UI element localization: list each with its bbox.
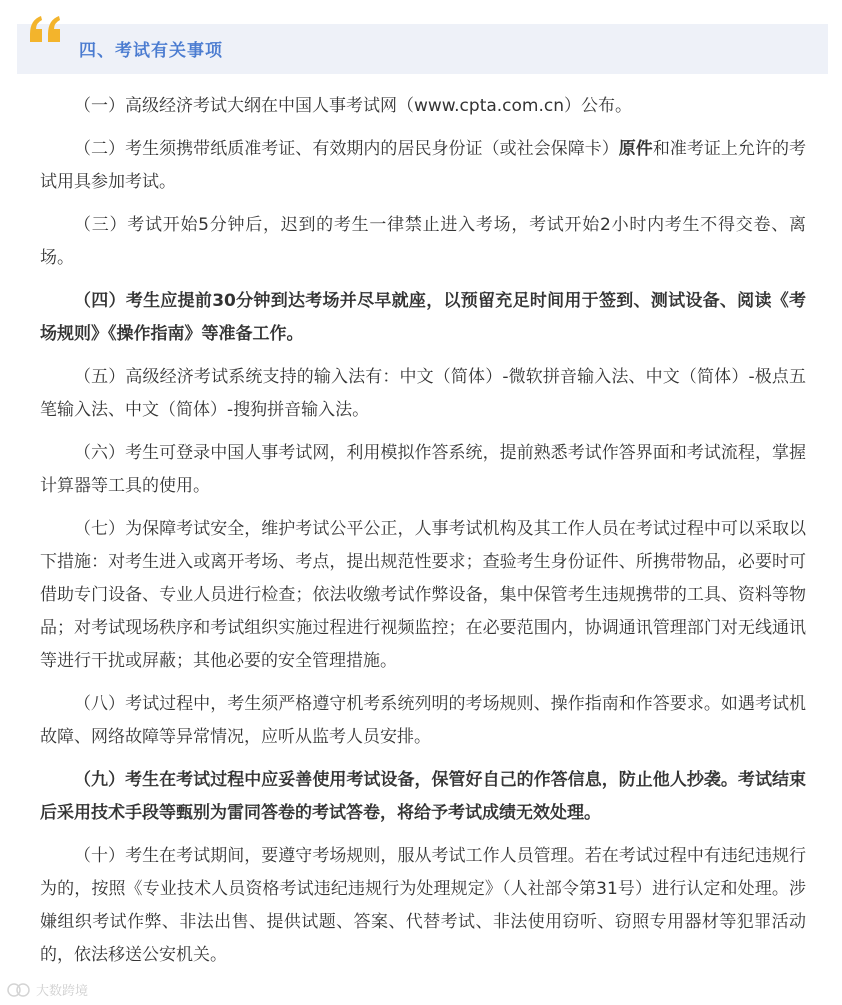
paragraph-2-after: 和准考证上允许的考试用具参加考试。 xyxy=(40,139,807,192)
paragraph-7: （七）为保障考试安全，维护考试公平公正，人事考试机构及其工作人员在考试过程中可以采取以下措施：对考生进入或离开考场、考点，提出规范性要求；查验考生身份证件、所携带物品，必要时可借助专门设备、专业人员进行检查；依法收缴考试作弊设备，集中保管考生违规携带的工具、资料等物品；对考试现场秩序和考试组织实施过程进行视频监控；在必要范围内，协调通讯管理部门对无线通讯等进行干扰或屏蔽；其他必要的安全管理措施。 xyxy=(40,519,806,671)
watermark xyxy=(6,980,88,999)
paragraph-4: （四）考生应提前30分钟到达考场并尽早就座，以预留充足时间用于签到、测试设备、阅读《考场规则》《操作指南》等准备工作。 xyxy=(40,291,806,344)
paragraph-2 xyxy=(40,133,806,199)
section-title: 四、考试有关事项 xyxy=(79,41,223,61)
quote-icon xyxy=(27,12,67,52)
paragraph-2-before: （二）考生须携带纸质准考证、有效期内的居民身份证（或社会保障卡） xyxy=(74,139,619,159)
paragraph-2-bold: 原件 xyxy=(618,139,653,159)
section-header xyxy=(17,24,828,74)
watermark-text: 大数跨境 xyxy=(36,984,89,999)
paragraph-6: （六）考生可登录中国人事考试网，利用模拟作答系统，提前熟悉考试作答界面和考试流程，掌握计算器等工具的使用。 xyxy=(40,443,806,496)
paragraph-9: （九）考生在考试过程中应妥善使用考试设备，保管好自己的作答信息，防止他人抄袭。考试结束后采用技术手段等甄别为雷同答卷的考试答卷，将给予考试成绩无效处理。 xyxy=(40,770,806,823)
article-body xyxy=(40,90,806,982)
watermark-logo-icon xyxy=(6,982,32,998)
paragraph-3: （三）考试开始5分钟后，迟到的考生一律禁止进入考场，考试开始2小时内考生不得交卷、离场。 xyxy=(40,215,806,268)
paragraph-1: （一）高级经济考试大纲在中国人事考试网（www.cpta.com.cn）公布。 xyxy=(74,96,633,116)
paragraph-8: （八）考试过程中，考生须严格遵守机考系统列明的考场规则、操作指南和作答要求。如遇考试机故障、网络故障等异常情况，应听从监考人员安排。 xyxy=(40,694,806,747)
paragraph-5: （五）高级经济考试系统支持的输入法有：中文（简体）-微软拼音输入法、中文（简体）-极点五笔输入法、中文（简体）-搜狗拼音输入法。 xyxy=(40,367,806,420)
paragraph-10: （十）考生在考试期间，要遵守考场规则，服从考试工作人员管理。若在考试过程中有违纪违规行为的，按照《专业技术人员资格考试违纪违规行为处理规定》（人社部令第31号）进行认定和处理。涉嫌组织考试作弊、非法出售、提供试题、答案、代替考试、非法使用窃听、窃照专用器材等犯罪活动的，依法移送公安机关。 xyxy=(40,846,806,965)
